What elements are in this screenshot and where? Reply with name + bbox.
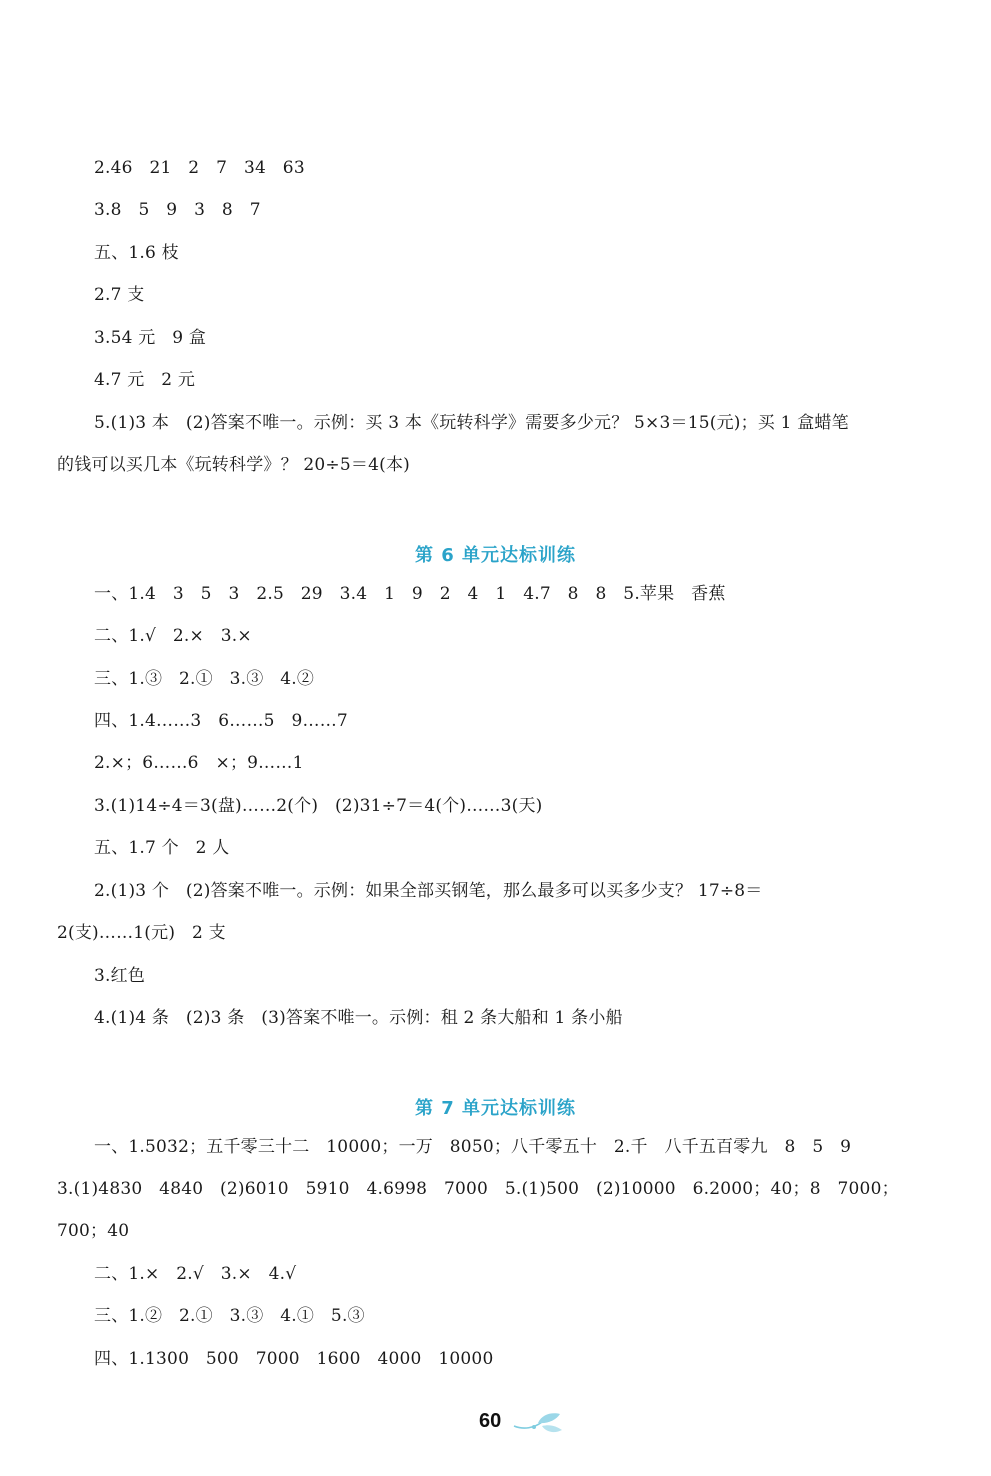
answer-line: 2.×；6……6 ×；9……1 [94, 753, 304, 773]
answer-line: 4.(1)4 条 (2)3 条 (3)答案不唯一。示例：租 2 条大船和 1 条小船 [94, 1008, 623, 1028]
answer-line: 四、1.4……3 6……5 9……7 [94, 711, 348, 731]
answer-line: 一、1.5032；五千零三十二 10000；一万 8050；八千零五十 2.千 八千五百零九 8 5 9 [94, 1137, 852, 1157]
leaf-ornament-icon [512, 1408, 568, 1438]
answer-line: 的钱可以买几本《玩转科学》？ 20÷5＝4(本) [57, 455, 410, 475]
page-number: 60 [479, 1410, 502, 1432]
answer-line: 一、1.4 3 5 3 2.5 29 3.4 1 9 2 4 1 4.7 8 8 5.苹果 香蕉 [94, 584, 726, 604]
answer-line: 3.54 元 9 盒 [94, 328, 207, 348]
answer-line: 二、1.× 2.√ 3.× 4.√ [94, 1264, 297, 1284]
answer-line: 五、1.6 枝 [94, 243, 179, 263]
answer-line: 3.(1)4830 4840 (2)6010 5910 4.6998 7000 5.(1)500 (2)10000 6.2000；40；8 7000； [57, 1179, 899, 1199]
answer-line: 3.红色 [94, 966, 146, 986]
answer-line: 2.7 支 [94, 285, 145, 305]
answer-line: 三、1.② 2.① 3.③ 4.① 5.③ [94, 1306, 365, 1326]
answer-line: 3.8 5 9 3 8 7 [94, 200, 261, 220]
answer-line: 2(支)……1(元) 2 支 [57, 923, 226, 943]
answer-line: 二、1.√ 2.× 3.× [94, 626, 252, 646]
answer-line: 4.7 元 2 元 [94, 370, 196, 390]
section-heading-unit-7: 第 7 单元达标训练 [414, 1098, 577, 1119]
answer-line: 3.(1)14÷4＝3(盘)……2(个) (2)31÷7＝4(个)……3(天) [94, 796, 543, 816]
answer-line: 700；40 [57, 1221, 130, 1241]
answer-line: 五、1.7 个 2 人 [94, 838, 230, 858]
answer-line: 四、1.1300 500 7000 1600 4000 10000 [94, 1349, 494, 1369]
answer-line: 2.(1)3 个 (2)答案不唯一。示例：如果全部买钢笔，那么最多可以买多少支？ 17÷8＝ [94, 881, 763, 901]
answer-line: 5.(1)3 本 (2)答案不唯一。示例：买 3 本《玩转科学》需要多少元？ 5×3＝15(元)；买 1 盒蜡笔 [94, 413, 849, 433]
answer-line: 三、1.③ 2.① 3.③ 4.② [94, 669, 315, 689]
section-heading-unit-6: 第 6 单元达标训练 [414, 545, 577, 566]
answer-line: 2.46 21 2 7 34 63 [94, 158, 305, 178]
